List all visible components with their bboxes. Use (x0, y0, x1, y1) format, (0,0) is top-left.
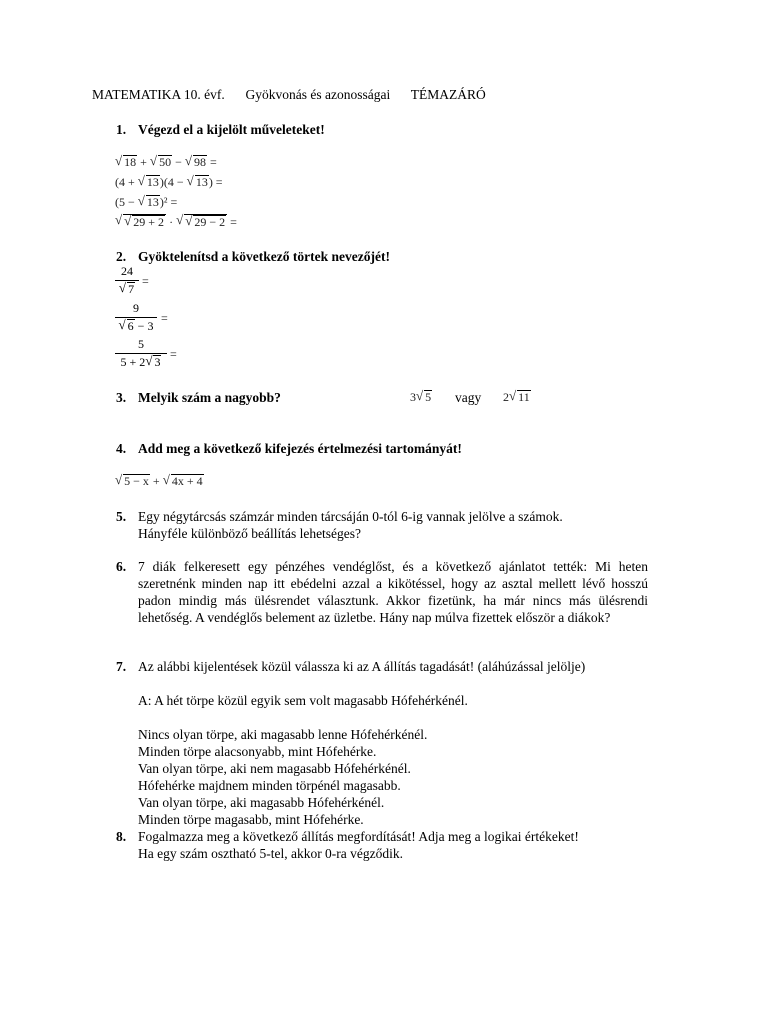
q7-option[interactable]: Hófehérke majdnem minden törpénél magasabb. (138, 778, 401, 793)
q5-line-1: Egy négytárcsás számzár minden tárcsáján 0-tól 6-ig vannak jelölve a számok. (138, 509, 563, 524)
q7-option[interactable]: Van olyan törpe, aki nem magasabb Hófehérkénél. (138, 761, 411, 776)
q3-text: Melyik szám a nagyobb? (138, 390, 281, 405)
q7-text: Az alábbi kijelentések közül válassza ki az A állítás tagadását! (aláhúzással jelölje) (138, 659, 586, 674)
q4-number: 4. (116, 441, 127, 456)
q1-expr-3: (5 − √ 13)² = (115, 193, 178, 209)
q4-expr: √ 5 − x + √ 4x + 4 (115, 472, 203, 488)
q3-or: vagy (455, 390, 482, 405)
q5-number: 5. (116, 509, 127, 524)
q2-fraction-1: 24 √ 7 (115, 264, 139, 297)
q4-text: Add meg a következő kifejezés értelmezési tartományát! (138, 441, 462, 456)
q2-eq-3: = (170, 347, 177, 361)
q2-fraction-2: 9 √ 6 − 3 (115, 301, 157, 334)
page-header (92, 86, 486, 103)
q7-option[interactable]: Minden törpe magasabb, mint Hófehérke. (138, 812, 364, 827)
q7-option[interactable]: Nincs olyan törpe, aki magasabb lenne Hófehérkénél. (138, 727, 428, 742)
q6-number: 6. (116, 559, 127, 574)
q2-number: 2. (116, 249, 127, 264)
q2-text: Gyöktelenítsd a következő törtek nevezőjét! (138, 249, 390, 264)
q8-line-2: Ha egy szám osztható 5-tel, akkor 0-ra végződik. (138, 846, 404, 861)
q2-eq-1: = (142, 274, 149, 288)
q1-text: Végezd el a kijelölt műveleteket! (138, 122, 325, 137)
q7-option[interactable]: Van olyan törpe, aki magasabb Hófehérkénél. (138, 795, 385, 810)
q3-expr-b: 2√ 11 (503, 388, 530, 404)
q3-expr-a: 3√ 5 (410, 388, 432, 404)
q7-number: 7. (116, 659, 127, 674)
q7-statement: A: A hét törpe közül egyik sem volt magasabb Hófehérkénél. (138, 693, 468, 708)
q1-expr-2: (4 + √ 13)(4 − √ 13) = (115, 173, 223, 189)
header-type: TÉMAZÁRÓ (410, 87, 486, 102)
q2-eq-2: = (161, 311, 168, 325)
q8-text: Fogalmazza meg a következő állítás megfordítását! Adja meg a logikai értékeket! (138, 829, 579, 844)
q7-option[interactable]: Minden törpe alacsonyabb, mint Hófehérke. (138, 744, 377, 759)
q8-number: 8. (116, 829, 127, 844)
q1-number: 1. (116, 122, 127, 137)
header-topic: Gyökvonás és azonosságai (245, 87, 391, 102)
q3-number: 3. (116, 390, 127, 405)
q6-text: 7 diák felkeresett egy pénzéhes vendéglőst, és a következő ajánlatot tették: Mi heten szeretnénk minden nap itt ebédelni azzal a kikötéssel, hogy az asztal mellett lévő hosszú padon mindig más ülésrendet választunk. Akkor fizetünk, ha már nincs más ülésrendi lehetőség. A vendéglős belement az üzletbe. Hány nap múlva fizettek először a diákok? (138, 559, 648, 625)
q2-fraction-3: 5 5 + 2√ 3 (115, 337, 167, 370)
q1-expr-1: √ 18 + √ 50 − √ 98 = (115, 153, 217, 169)
q1-expr-4: √ √ 29 + 2 · √ √ 29 − 2 = (115, 212, 237, 229)
header-subject: MATEMATIKA 10. évf. (92, 87, 225, 102)
q5-line-2: Hányféle különböző beállítás lehetséges? (138, 526, 362, 541)
